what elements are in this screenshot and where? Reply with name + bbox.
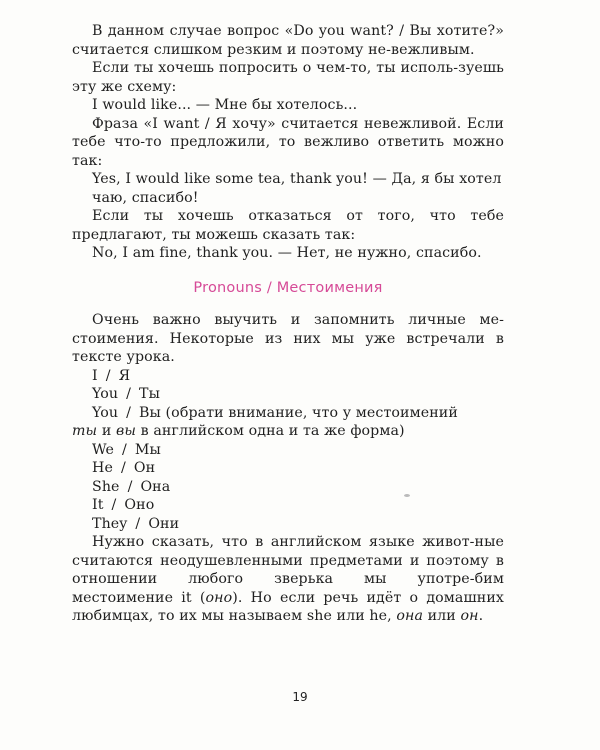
pronoun-en: You [92, 386, 119, 402]
pronoun-ru: Они [148, 515, 180, 532]
pronoun-row-we [72, 441, 504, 460]
pronoun-ru: Мы [134, 441, 161, 458]
pronoun-en: I [92, 367, 98, 384]
pronoun-separator: / [105, 367, 111, 384]
pronoun-separator: / [120, 460, 126, 476]
pronoun-ru: Я [118, 367, 131, 384]
final-text-1: Нужно сказать, что в английском языке живот-ные считаются неодушевленными предметами и поэтому в отношении любого зверька мы употре-бим местоимение it ( [72, 534, 504, 606]
pronoun-ru: Ты [139, 386, 160, 402]
example-no-thanks: No, I am fine, thank you. — Нет, не нужно, спасибо. [92, 245, 482, 261]
final-text-2: ). Но если речь идёт о домашних любимцах, то их мы называем she или he, [72, 589, 504, 624]
paragraph-pronouns-intro: Очень важно выучить и запомнить личные ме-стоимения. Некоторые из них мы уже встречали в тексте урока. [72, 312, 504, 365]
pronoun-en: We [92, 441, 115, 458]
pronoun-ru: Вы (обрати внимание, что у местоимений [139, 404, 458, 421]
pronoun-row-you-plural [72, 404, 504, 423]
example-tea: Yes, I would like some tea, thank you! — Да, я бы хотел чаю, спасибо! [92, 171, 502, 206]
italic-ty: ты [72, 423, 98, 439]
pronoun-en: It [92, 497, 104, 513]
italic-on: он [460, 608, 479, 624]
pronoun-ru: Он [133, 460, 156, 476]
paragraph-intro: В данном случае вопрос «Do you want? / Вы хотите?» считается слишком резким и поэтому не-вежливым. [72, 23, 504, 58]
note-text-1: и [97, 423, 116, 439]
pronoun-en: You [92, 404, 119, 421]
pronoun-ru: Оно [124, 497, 155, 513]
pronoun-separator: / [126, 386, 132, 402]
pronoun-note-continuation [72, 422, 504, 441]
example-would-like: I would like... — Мне бы хотелось... [92, 97, 358, 113]
pronoun-row-they [72, 515, 504, 534]
pronoun-separator: / [135, 515, 141, 532]
pronoun-row-it [72, 496, 504, 515]
pronoun-en: He [92, 460, 113, 476]
pronoun-ru: Она [140, 478, 171, 495]
pronoun-separator: / [126, 404, 132, 421]
print-smudge [404, 494, 410, 497]
italic-vy: вы [116, 423, 137, 439]
paragraph-request: Если ты хочешь попросить о чем-то, ты исполь-зуешь эту же схему: [72, 60, 504, 95]
paragraph-animals [72, 533, 504, 626]
italic-ona: она [396, 608, 424, 624]
final-text-3: или [423, 608, 461, 624]
final-text-4: . [478, 608, 484, 624]
note-text-2: в английском одна и та же форма) [136, 423, 405, 439]
pronoun-en: They [92, 515, 128, 532]
page-text [72, 22, 504, 626]
pronoun-separator: / [122, 441, 127, 458]
section-heading: Pronouns / Местоимения [193, 279, 383, 296]
italic-ono: оно [205, 589, 233, 606]
pronoun-row-i [72, 367, 504, 386]
pronoun-row-he [72, 459, 504, 478]
pronoun-separator: / [111, 497, 117, 513]
pronoun-separator: / [127, 478, 133, 495]
paragraph-i-want: Фраза «I want / Я хочу» считается невежливой. Если тебе что-то предложили, то вежливо ответить можно так: [72, 115, 504, 169]
page-number: 19 [292, 690, 308, 704]
pronoun-en: She [92, 478, 120, 495]
pronoun-row-she [72, 478, 504, 497]
pronoun-row-you-singular [72, 385, 504, 404]
paragraph-refuse: Если ты хочешь отказаться от того, что тебе предлагают, ты можешь сказать так: [72, 208, 504, 243]
